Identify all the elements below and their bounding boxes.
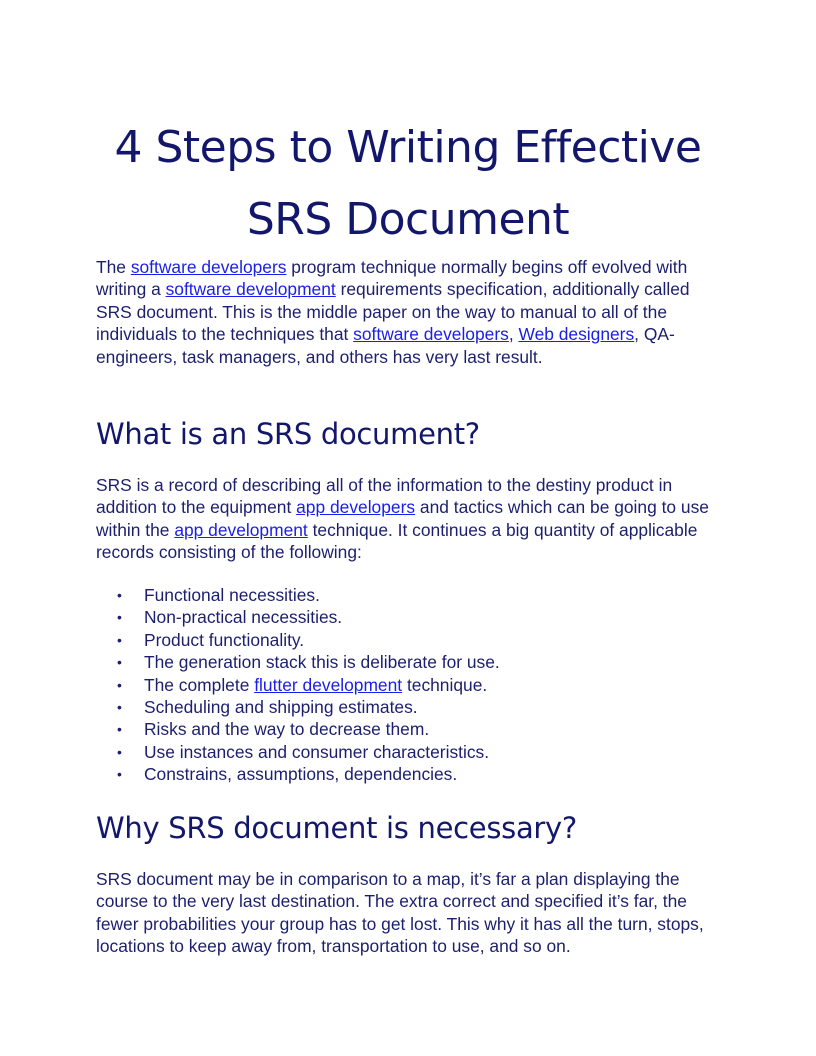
link-web-designers[interactable]: Web designers [518, 324, 635, 345]
intro-text: The [96, 257, 131, 277]
srs-contents-list [96, 584, 736, 786]
paragraph-text: technique. It continues a big quantity of applicable records consisting of the following: [96, 519, 698, 563]
section-heading-what-is-srs: What is an SRS document? [96, 417, 480, 451]
title-line-2: SRS Document [246, 194, 570, 245]
list-item: • Risks and the way to decrease them. [96, 718, 736, 740]
list-item: • Non-practical necessities. [96, 606, 736, 628]
list-item: • The generation stack this is deliberate for use. [96, 651, 736, 673]
list-item: • Functional necessities. [96, 584, 736, 606]
list-item: • Constrains, assumptions, dependencies. [96, 763, 736, 785]
link-app-development[interactable]: app development [174, 519, 308, 540]
paragraph-text: SRS is a record of describing all of the information to the destiny product in addition to the equipment [96, 475, 673, 518]
list-item: • Product functionality. [96, 629, 736, 651]
paragraph-text: and tactics which can be going to use within the [96, 497, 709, 540]
intro-paragraph [96, 256, 726, 368]
document-title [60, 112, 756, 256]
list-item-text: The complete [144, 674, 255, 695]
intro-text: , QA-engineers, task managers, and others has very last result. [96, 324, 675, 367]
link-software-developers-2[interactable]: software developers [353, 324, 509, 345]
link-software-developers[interactable]: software developers [130, 257, 287, 277]
link-app-developers[interactable]: app developers [296, 497, 416, 518]
intro-text: , [508, 324, 519, 345]
section2-paragraph: SRS document may be in comparison to a map, it’s far a plan displaying the course to the very last destination. The extra correct and specified it’s far, the fewer probabilities your group has to get lost. This why it has all the turn, stops, locations to keep away from, transportation to use, and so on. [96, 869, 704, 957]
intro-text: program technique normally begins off evolved with writing a [96, 257, 688, 300]
link-software-development[interactable]: software development [165, 279, 336, 300]
link-flutter-development[interactable]: flutter development [254, 674, 403, 695]
list-item-text: technique. [402, 674, 488, 695]
title-line-1: 4 Steps to Writing Effective [114, 122, 702, 173]
list-item [96, 674, 736, 696]
list-item: • Scheduling and shipping estimates. [96, 696, 736, 718]
section1-paragraph [96, 474, 726, 564]
intro-text: requirements specification, additionally called SRS document. This is the middle paper on the way to manual to all of the individuals to the techniques that [96, 279, 690, 345]
section-heading-why-srs: Why SRS document is necessary? [96, 811, 578, 845]
list-item: • Use instances and consumer characteristics. [96, 741, 736, 763]
